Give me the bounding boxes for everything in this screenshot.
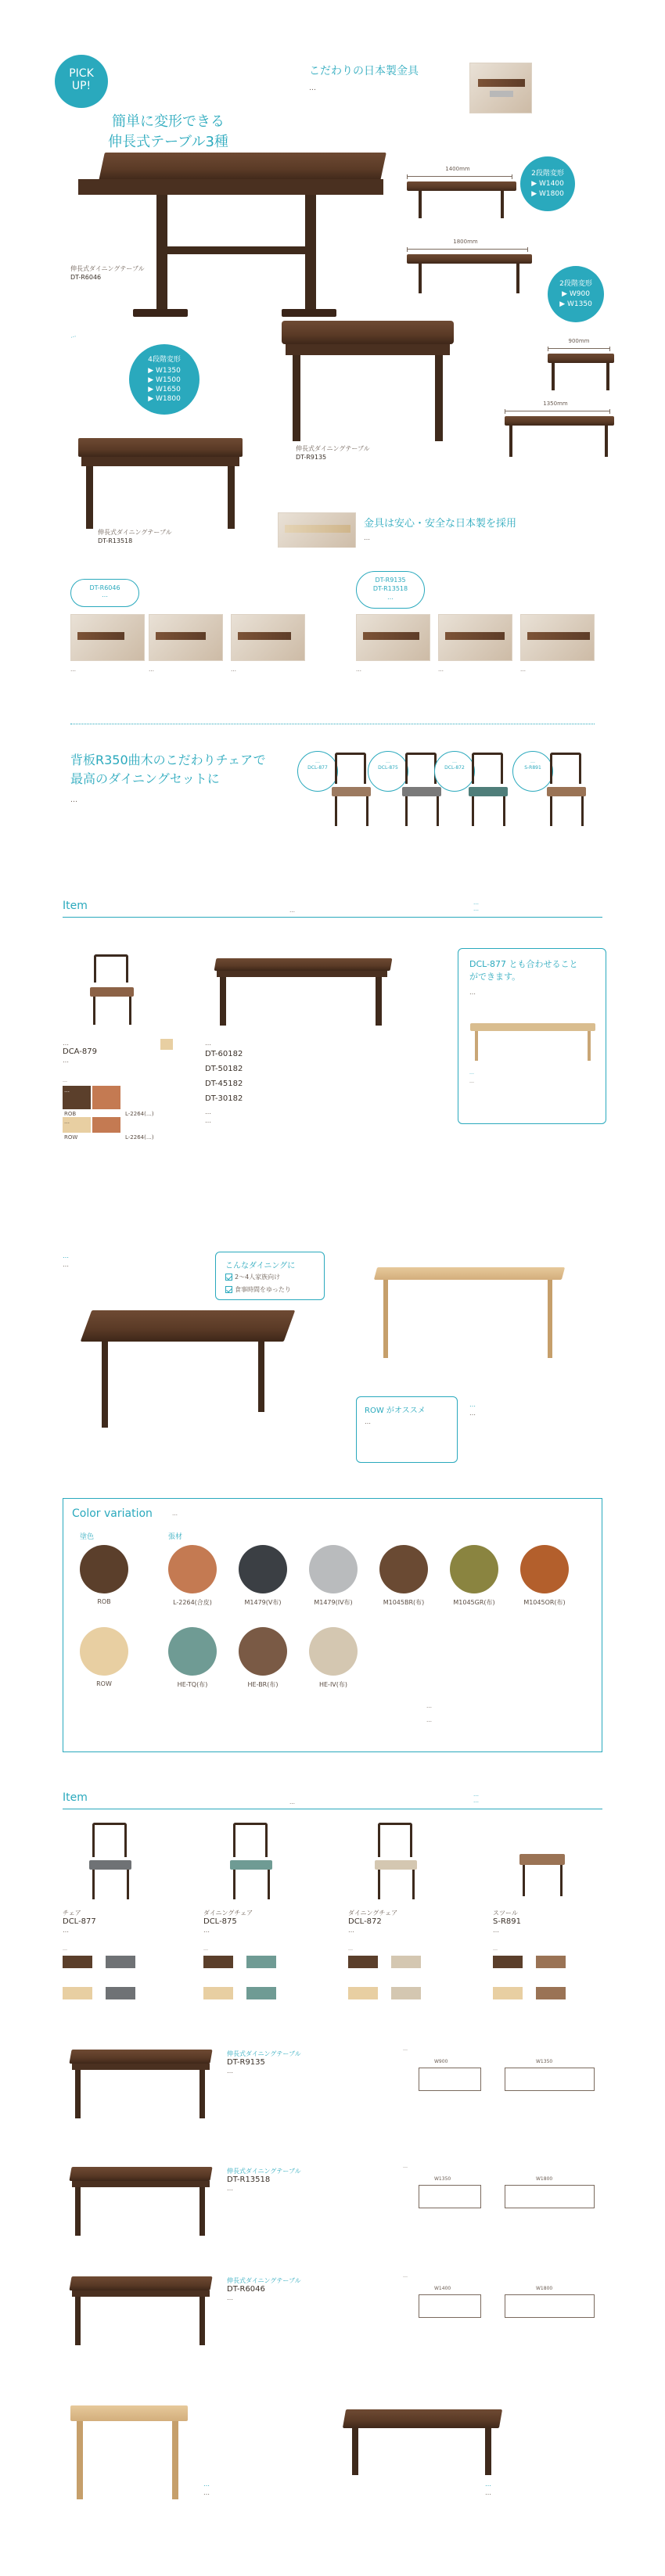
- item2-heading: Item: [63, 1791, 88, 1804]
- set1-dining-box: こんなダイニングに 2～4人家族向け 食事時間をゆったり: [215, 1252, 325, 1300]
- care-note-1: …: [426, 1703, 432, 1709]
- small-table-1400: [407, 181, 516, 221]
- swatch-label: M1479(IV布): [314, 1599, 353, 1606]
- set-light: [70, 2374, 188, 2507]
- combo-label: …: [63, 1946, 67, 1952]
- pickup-badge: PICK UP!: [55, 55, 108, 108]
- plan-diagram: W900 W1350: [403, 2056, 602, 2103]
- product-info: ダイニングチェア DCL-872 …: [348, 1910, 398, 1934]
- product-table: [70, 2167, 211, 2241]
- chair-badge: … DCL-872: [434, 751, 475, 792]
- howto-photo: [149, 614, 223, 661]
- model-label-1: 伸長式ダイニングテーブル DT-R6046: [70, 265, 145, 281]
- howto-photo: [356, 614, 430, 661]
- item2-legend-right: … …: [473, 1791, 479, 1804]
- plan-label: …: [403, 2273, 408, 2279]
- wood-chip: [348, 1956, 378, 1968]
- chair-dca-879: [86, 954, 141, 1025]
- two-step-badge-1: 2段階変形 ▶ W1400 ▶ W1800: [520, 156, 575, 211]
- fabric-chip: [246, 1956, 276, 1968]
- fabric-chip: [106, 1956, 135, 1968]
- pickup-section: PICK UP! 簡単に変形できる 伸長式テーブル3種 こだわりの日本製金具 … 伸長式ダイニングテーブル DT-R6046 2段階変形 ▶ W1400 ▶ W1800 1400mm 1800mm 2段階変形 ▶ W900 ▶ W1350 伸長式ダイニングテーブル DT-R9135 900mm 1350mm … 4段階変形 ▶ W1350 ▶ W1500 ▶ W1650 ▶ W1800 伸長式ダイニングテーブル DT-R13518: [0, 0, 665, 548]
- chair-illustration: [544, 753, 591, 827]
- howto-caption: …: [231, 666, 236, 673]
- product-chair: [372, 1823, 426, 1901]
- swatch-label: M1045GR(布): [453, 1599, 495, 1606]
- swatch-label: ROW: [96, 1680, 112, 1687]
- color-swatch: [309, 1627, 358, 1676]
- item1-heading: Item: [63, 900, 88, 912]
- safe-title: 金具は安心・安全な日本製を採用: [364, 518, 517, 530]
- chair-illustration: [466, 753, 512, 827]
- table-info: 伸長式ダイニングテーブル DT-R9135 …: [227, 2050, 301, 2075]
- table-dt-r6046: [70, 153, 399, 325]
- hardware-block: [309, 63, 497, 94]
- slide-tag: …: [70, 332, 77, 340]
- wood-chip: [493, 1987, 523, 1999]
- wood-chip: [348, 1987, 378, 1999]
- fabric-chip: [536, 1956, 566, 1968]
- product-info: チェア DCL-877 …: [63, 1910, 96, 1934]
- safe-text: …: [364, 534, 370, 541]
- two-step-badge-2: 2段階変形 ▶ W900 ▶ W1350: [548, 266, 604, 322]
- combo-label: …: [493, 1946, 498, 1952]
- color-swatch: [450, 1545, 498, 1593]
- wood-chip: [203, 1956, 233, 1968]
- fabric-chip: [391, 1987, 421, 1999]
- chairset-body: …: [70, 796, 77, 804]
- color-note: …: [172, 1511, 178, 1517]
- chair-badge: … DCL-875: [368, 751, 408, 792]
- color-swatch: [239, 1545, 287, 1593]
- table-info: 伸長式ダイニングテーブル DT-R13518 …: [227, 2168, 301, 2192]
- plan-label: …: [403, 2164, 408, 2169]
- chair-badge: … DCL-877: [297, 751, 338, 792]
- fabric-chip: [106, 1987, 135, 1999]
- item1-legend: …: [289, 907, 295, 914]
- swatch-label: M1045BR(布): [383, 1599, 425, 1606]
- dim-1400: [407, 176, 512, 177]
- fabric-chip: [246, 1987, 276, 1999]
- swatch-label: HE-BR(布): [247, 1681, 279, 1688]
- fabric-chip: [536, 1987, 566, 1999]
- hardware-text: …: [309, 84, 316, 92]
- small-table-900: [548, 354, 614, 393]
- swatch-label: ROB: [97, 1598, 111, 1605]
- howto-photo: [231, 614, 305, 661]
- hardware-photo: [469, 63, 532, 113]
- set1-right-table: [376, 1267, 563, 1361]
- wood-chip: [493, 1956, 523, 1968]
- color-swatch: [239, 1627, 287, 1676]
- safe-section: [0, 501, 665, 571]
- col-fabric-label: 張材: [168, 1533, 183, 1541]
- model-label-3: 伸長式ダイニングテーブル DT-R13518: [98, 529, 172, 544]
- product-table: [70, 2276, 211, 2351]
- set1-left-caption: … …: [63, 1252, 69, 1268]
- color-swatch: [168, 1627, 217, 1676]
- product-info: ダイニングチェア DCL-875 …: [203, 1910, 253, 1934]
- hardware-title: こだわりの日本製金具: [309, 65, 419, 77]
- wood-chip: [63, 1956, 92, 1968]
- plan-diagram: W1400 W1800: [403, 2283, 602, 2330]
- wood-chip: [63, 1987, 92, 1999]
- table-info: … DT-60182 DT-50182 DT-45182 DT-30182 … …: [205, 1040, 243, 1124]
- small-table-1350: [505, 416, 614, 459]
- small-table-1800: [407, 254, 532, 297]
- table-dt-60182: [215, 958, 391, 1029]
- row-recommend-box: ROW がオススメ …: [356, 1396, 458, 1463]
- set-right-caption: … …: [485, 2481, 491, 2496]
- set-left-caption: … …: [203, 2481, 210, 2496]
- wood-chip: [203, 1987, 233, 1999]
- howto-caption: …: [520, 666, 526, 673]
- item1-rule: [63, 917, 602, 918]
- product-chair: [516, 1823, 571, 1901]
- color-frame: [63, 1498, 602, 1752]
- table-info: 伸長式ダイニングテーブル DT-R6046 …: [227, 2277, 301, 2301]
- safe-block: [364, 515, 598, 543]
- color-swatch: [309, 1545, 358, 1593]
- howto-caption: …: [149, 666, 154, 673]
- howto-photo: [438, 614, 512, 661]
- chair-dca-879-info: … DCA-879 …: [63, 1040, 97, 1064]
- plan-label: …: [403, 2046, 408, 2052]
- chair-combo-label: …: [63, 1078, 67, 1083]
- dim-900: [548, 348, 610, 349]
- set1-left-table: [70, 1310, 305, 1435]
- color-swatch: [80, 1627, 128, 1676]
- swatch-label: L-2264(合皮): [173, 1599, 212, 1606]
- fabric-chip: [391, 1956, 421, 1968]
- dcl877-callout: DCL-877 とも合わせること ができます。 … … …: [458, 948, 606, 1124]
- howto-caption: …: [438, 666, 444, 673]
- color-swatch: [520, 1545, 569, 1593]
- color-swatch: [168, 1545, 217, 1593]
- chair-combo-table: … ROB L-2264(…) … ROW L-2264(…): [64, 1087, 154, 1141]
- howto-tag-right: DT-R9135 DT-R13518 …: [356, 571, 425, 609]
- combo-label: …: [348, 1946, 353, 1952]
- table-dt-r9135: [282, 321, 454, 446]
- swatch-label: M1045OR(布): [523, 1599, 566, 1606]
- item1-section: [0, 900, 665, 1213]
- chairset-title: 背板R350曲木のこだわりチェアで 最高のダイニングセットに: [70, 753, 266, 786]
- set1-right-caption: … …: [469, 1401, 476, 1417]
- swatch-label: M1479(V布): [244, 1599, 282, 1606]
- swatch-label: HE-IV(布): [318, 1681, 348, 1688]
- product-chair: [86, 1823, 141, 1901]
- set1-section: [0, 1252, 665, 1471]
- color-section: [0, 1498, 665, 1756]
- product-table: [70, 2050, 211, 2124]
- howto-section: [0, 571, 665, 704]
- combo-label: …: [203, 1946, 208, 1952]
- plan-diagram: W1350 W1800: [403, 2173, 602, 2220]
- color-swatch: [379, 1545, 428, 1593]
- model-label-2: 伸長式ダイニングテーブル DT-R9135: [296, 445, 370, 461]
- pickup-headline: 簡単に変形できる 伸長式テーブル3種: [78, 112, 258, 153]
- item1-legend-right: … …: [473, 900, 479, 912]
- howto-tag-left: DT-R6046 …: [70, 579, 139, 607]
- color-title: Color variation: [72, 1507, 153, 1520]
- four-step-badge: 4段階変形 ▶ W1350 ▶ W1500 ▶ W1650 ▶ W1800: [129, 344, 200, 415]
- item2-legend: …: [289, 1799, 295, 1805]
- product-chair: [227, 1823, 282, 1901]
- howto-photo: [70, 614, 145, 661]
- item2-section: [0, 1791, 665, 2576]
- dim-1800: [407, 249, 528, 250]
- chairset-section: [0, 743, 665, 868]
- check-icon: [225, 1274, 232, 1281]
- care-note-2: …: [426, 1717, 432, 1723]
- howto-photo: [520, 614, 595, 661]
- col-wood-label: 塗色: [80, 1533, 95, 1541]
- howto-caption: …: [356, 666, 361, 673]
- chair-badge: … S-R891: [512, 751, 553, 792]
- check-icon: [225, 1286, 232, 1293]
- howto-caption: …: [70, 666, 76, 673]
- product-info: スツール S-R891 …: [493, 1910, 521, 1934]
- color-swatch: [80, 1545, 128, 1593]
- chair-dca-879-swatch: [160, 1039, 173, 1050]
- swatch-label: HE-TQ(布): [177, 1681, 208, 1688]
- set-dark: [344, 2394, 501, 2480]
